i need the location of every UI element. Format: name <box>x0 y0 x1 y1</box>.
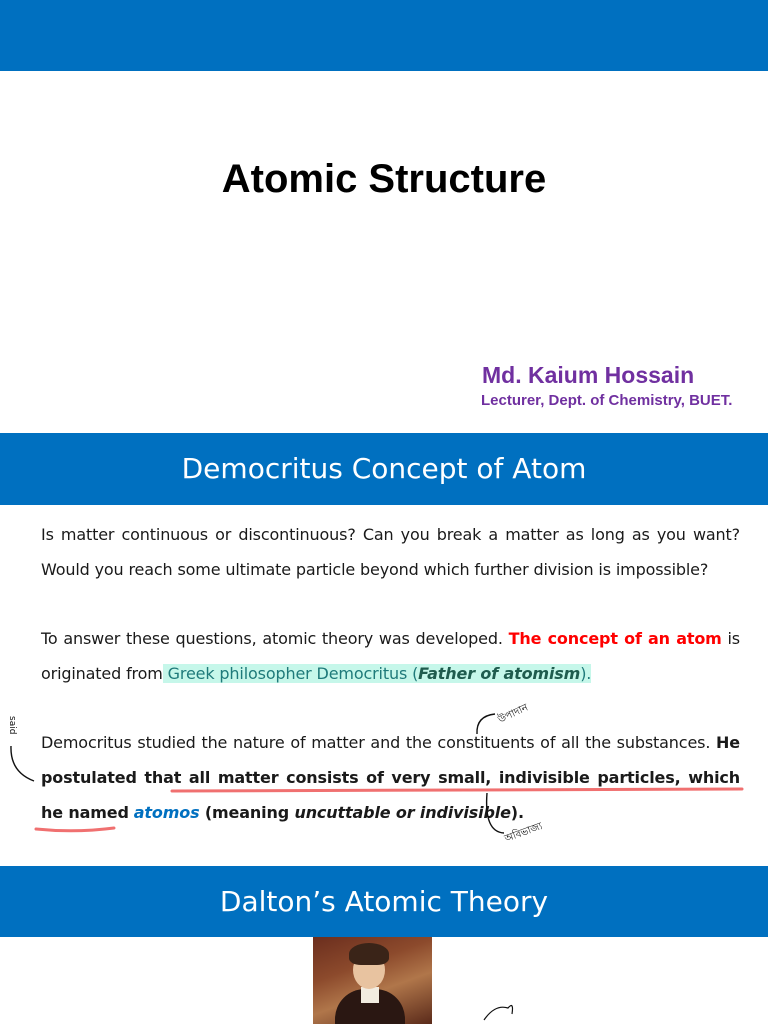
para3-text: Democritus studied the nature of matter and the constituents of all the substances. <box>41 733 717 752</box>
meaning-close: ). <box>510 803 524 822</box>
slide-title: Atomic Structure <box>221 157 547 201</box>
annotation-said: said <box>7 716 17 735</box>
author-name: Md. Kaium Hossain <box>482 362 695 388</box>
meaning-open: (meaning <box>199 803 295 822</box>
annotation-said-curve <box>11 746 34 781</box>
section-header-dalton <box>0 866 768 937</box>
postulate-paragraph <box>41 725 740 830</box>
meaning-italic: uncuttable or indivisible <box>294 803 511 822</box>
atomos-term: atomos <box>133 803 200 822</box>
author-role: Lecturer, Dept. of Chemistry, BUET. <box>481 392 733 409</box>
postulate-bold: He postulated that all matter consists of very small, indivisible particles, which he named <box>41 733 740 822</box>
question-paragraph: Is matter continuous or discontinuous? Can you break a matter as long as you want? Would you reach some ultimate particle beyond which further division is impossible? <box>41 525 740 579</box>
section-title-dalton: Dalton’s Atomic Theory <box>219 885 549 918</box>
para2-text: To answer these questions, atomic theory was developed. <box>41 629 509 648</box>
origin-paragraph <box>41 621 740 691</box>
annotation-constituents: উপাদান <box>496 702 530 726</box>
concept-highlight: The concept of an atom <box>508 629 722 648</box>
highlight-text-end: ). <box>580 664 592 683</box>
annotation-indivisible: অবিভাজ্য <box>503 821 544 845</box>
section-header-democritus <box>0 433 768 505</box>
highlight-text: Greek philosopher Democritus ( <box>162 664 419 683</box>
para2-text-b: is originated from <box>41 629 740 683</box>
democritus-highlight <box>163 664 592 683</box>
top-header-band <box>0 0 768 71</box>
section-title: Democritus Concept of Atom <box>181 452 587 485</box>
father-of-atomism: Father of atomism <box>418 664 581 683</box>
annotation-scribble-bottom <box>484 1006 513 1020</box>
dalton-portrait-image <box>313 937 432 1024</box>
